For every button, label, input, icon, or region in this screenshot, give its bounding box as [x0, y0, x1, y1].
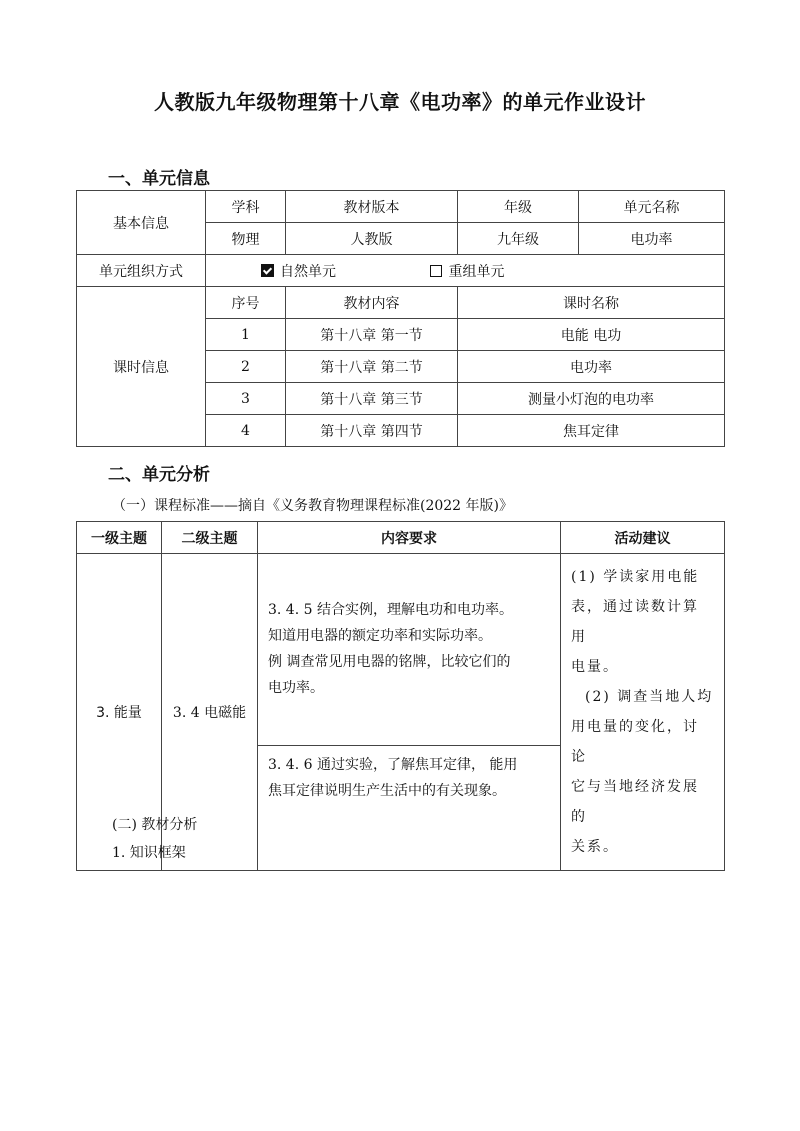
activity-suggestion — [561, 554, 725, 871]
content-requirement-2 — [258, 745, 561, 870]
header-cell: 活动建议 — [561, 522, 725, 554]
content-requirement-1 — [258, 554, 561, 746]
lesson-name: 电功率 — [458, 351, 725, 383]
activity-line: (2) 调查当地人均 — [585, 689, 714, 705]
lesson-content: 第十八章 第一节 — [286, 319, 458, 351]
header-cell: 单元名称 — [579, 191, 725, 223]
page-title: 人教版九年级物理第十八章《电功率》的单元作业设计 — [154, 90, 646, 114]
lesson-name: 测量小灯泡的电功率 — [458, 383, 725, 415]
header-cell: 二级主题 — [162, 522, 258, 554]
req1-line: 电功率。 — [268, 680, 324, 697]
org-mode-label: 单元组织方式 — [77, 255, 206, 287]
activity-line: 关系。 — [571, 839, 619, 855]
header-cell: 内容要求 — [258, 522, 561, 554]
curriculum-standard-subheading: （一）课程标准——摘自《义务教育物理课程标准(2022 年版)》 — [112, 498, 514, 514]
lesson-content: 第十八章 第四节 — [286, 415, 458, 447]
lesson-content: 第十八章 第三节 — [286, 383, 458, 415]
lesson-no: 1 — [206, 319, 286, 351]
header-cell: 课时名称 — [458, 287, 725, 319]
value-cell: 人教版 — [286, 223, 458, 255]
header-cell: 教材版本 — [286, 191, 458, 223]
table-row — [77, 191, 725, 223]
header-cell: 教材内容 — [286, 287, 458, 319]
lesson-no: 4 — [206, 415, 286, 447]
lesson-info-label: 课时信息 — [77, 287, 206, 447]
lesson-name: 电能 电功 — [458, 319, 725, 351]
lesson-no: 2 — [206, 351, 286, 383]
option-regroup-label: 重组单元 — [448, 263, 505, 280]
section-heading-unit-analysis: 二、单元分析 — [108, 465, 210, 485]
unit-info-table — [76, 190, 725, 447]
table-row — [77, 287, 725, 319]
req2-line: 焦耳定律说明生产生活中的有关现象。 — [268, 782, 506, 799]
section-heading-unit-info: 一、单元信息 — [108, 169, 210, 189]
level1-topic: 3. 能量 — [77, 554, 162, 871]
value-cell: 电功率 — [579, 223, 725, 255]
option-natural-label: 自然单元 — [280, 263, 336, 280]
basic-info-label: 基本信息 — [77, 191, 206, 255]
lesson-no: 3 — [206, 383, 286, 415]
value-cell: 物理 — [206, 223, 286, 255]
textbook-analysis-subheading: (二) 教材分析 — [112, 817, 198, 833]
activity-line: 表，通过读数计算用 — [571, 599, 699, 645]
empty-box-icon[interactable] — [430, 265, 442, 277]
table-row — [77, 554, 725, 746]
knowledge-framework-heading: 1. 知识框架 — [112, 845, 186, 861]
req1-line: 知道用电器的额定功率和实际功率。 — [268, 628, 492, 645]
checked-box-icon[interactable] — [261, 264, 274, 277]
req1-line: 例 调查常见用电器的铭牌，比较它们的 — [268, 654, 511, 671]
header-cell: 学科 — [206, 191, 286, 223]
option-natural[interactable] — [261, 261, 336, 281]
req2-line: 3. 4. 6 通过实验，了解焦耳定律， 能用 — [268, 756, 518, 773]
activity-line: 电量。 — [571, 659, 619, 675]
value-cell: 九年级 — [458, 223, 579, 255]
option-regroup[interactable] — [430, 261, 504, 281]
table-header-row — [77, 522, 725, 554]
activity-line: 它与当地经济发展的 — [571, 779, 699, 825]
lesson-content: 第十八章 第二节 — [286, 351, 458, 383]
header-cell: 一级主题 — [77, 522, 162, 554]
table-row — [77, 255, 725, 287]
header-cell: 年级 — [458, 191, 579, 223]
level2-topic: 3. 4 电磁能 — [162, 554, 258, 871]
activity-line: 用电量的变化，讨论 — [571, 719, 699, 765]
org-mode-options — [206, 255, 725, 287]
activity-line: (1) 学读家用电能 — [571, 569, 700, 585]
lesson-name: 焦耳定律 — [458, 415, 725, 447]
req1-line: 3. 4. 5 结合实例，理解电功和电功率。 — [268, 602, 513, 619]
header-cell: 序号 — [206, 287, 286, 319]
